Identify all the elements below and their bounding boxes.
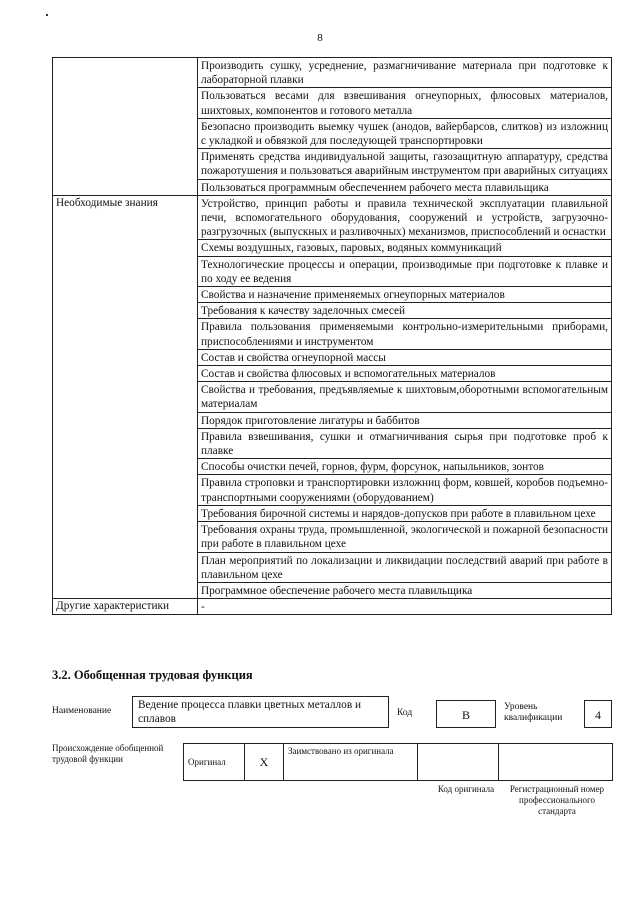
scan-speck [46,14,48,16]
requirement-text: Программное обеспечение рабочего места плавильщика [198,582,612,598]
reg-number-cell [499,744,613,781]
origin-label: Происхождение обобщенной трудовой функции [52,743,164,764]
requirement-text: Правила строповки и транспортировки изложниц форм, ковшей, коробов подъемно-транспортными сооружениями (оборудованием) [198,475,612,505]
requirement-text: Состав и свойства огнеупорной массы [198,349,612,365]
origin-code-caption: Код оригинала [437,784,495,794]
code-value-field: В [436,700,496,728]
name-label: Наименование [52,706,112,716]
borrowed-label: Заимствовано из оригинала [284,744,418,781]
requirement-text: Способы очистки печей, горнов, фурм, форсунок, напыльников, зонтов [198,459,612,475]
table-row [53,599,612,615]
requirement-text: Требования к качеству заделочных смесей [198,303,612,319]
requirement-text: Свойства и назначение применяемых огнеупорных материалов [198,287,612,303]
level-value-field: 4 [584,700,612,728]
code-label: Код [397,708,413,718]
requirement-text: Требования бирочной системы и нарядов-допусков при работе в плавильном цехе [198,505,612,521]
page-number: 8 [317,32,323,44]
requirement-text: Применять средства индивидуальной защиты, газозащитную аппаратуру, средства пожаротушения и пользоваться аварийным инструментом при аварийных ситуациях [198,149,612,179]
requirement-text: Свойства и требования, предъявляемые к шихтовым,оборотными вспомогательным материалам [198,382,612,412]
level-label: Уровень квалификации [504,702,563,723]
requirement-text: Безопасно производить выемку чушек (анодов, вайербарсов, слитков) из изложниц с укладкой и обвязкой для последующей транспортировки [198,118,612,148]
row-group-label [53,58,198,196]
requirement-text: План мероприятий по локализации и ликвидации последствий аварий при работе в плавильном цехе [198,552,612,582]
original-mark: X [245,744,284,781]
row-group-label: Необходимые знания [53,195,198,598]
requirement-text: Производить сушку, усреднение, размагничивание материала при подготовке к лабораторной плавки [198,58,612,88]
requirement-text: Правила пользования применяемыми контрольно-измерительными приборами, приспособлениями и инструментом [198,319,612,349]
requirement-text: Технологические процессы и операции, производимые при подготовке к плавке и по ходу ее ведения [198,256,612,286]
original-label: Оригинал [184,744,245,781]
function-name-field: Ведение процесса плавки цветных металлов и сплавов [132,696,389,728]
table-row [53,58,612,88]
requirement-text: Требования охраны труда, промышленной, экологической и пожарной безопасности при работе в плавильном цехе [198,522,612,552]
requirement-text: Пользоваться программным обеспечением рабочего места плавильщика [198,179,612,195]
table-row [53,195,612,240]
requirement-text: Состав и свойства флюсовых и вспомогательных материалов [198,366,612,382]
requirements-table [52,57,612,615]
origin-code-cell [418,744,499,781]
requirement-text: Схемы воздушных, газовых, паровых, водяных коммуникаций [198,240,612,256]
requirement-text: Порядок приготовление лигатуры и баббитов [198,412,612,428]
section-title: 3.2. Обобщенная трудовая функция [52,668,253,682]
reg-number-caption: Регистрационный номер профессионального стандарта [509,784,605,816]
origin-table [183,743,613,781]
requirement-text: - [198,599,612,615]
requirement-text: Пользоваться весами для взвешивания огнеупорных, флюсовых материалов, шихтовых, компонентов и готового металла [198,88,612,118]
requirement-text: Устройство, принцип работы и правила технической эксплуатации плавильной печи, вспомогательного оборудования, сооружений и устройств, загрузочно-разгрузочных (выпускных и разливочных) механизмов, приспособлений и оснастки [198,195,612,240]
requirement-text: Правила взвешивания, сушки и отмагничивания сырья при подготовке проб к плавке [198,428,612,458]
row-group-label: Другие характеристики [53,599,198,615]
